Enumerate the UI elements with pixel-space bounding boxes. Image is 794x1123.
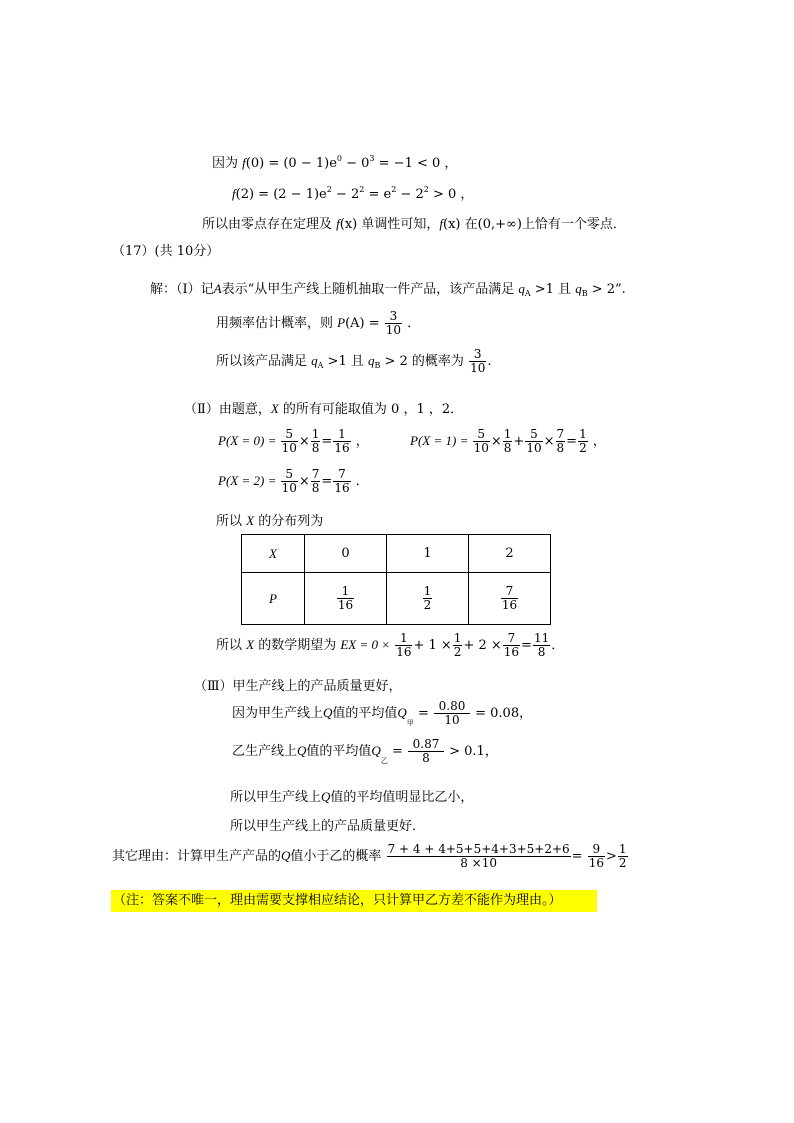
table-cell: 2 xyxy=(469,535,551,573)
part3-conclusion: 所以甲生产线上的产品质量更好． xyxy=(230,819,426,834)
fraction: $\frac{1}{16}$ xyxy=(337,584,354,612)
fraction: $\frac{0.87}{8}$ xyxy=(408,738,444,765)
fraction: $\frac{1}{16}$ xyxy=(334,427,350,455)
fraction: $\frac{1}{2}$ xyxy=(423,584,432,612)
fraction: $\frac{7}{8}$ xyxy=(311,467,320,495)
table-cell: X xyxy=(242,535,305,573)
other-reason: 其它理由：计算甲生产产品的Q值小于乙的概率 $\frac{7 + 4 + 4+5+5+4+3+5+2+6}{8 \times 10}$ = $\frac{9}{16}$ > $\frac{1}{2}$ xyxy=(112,842,627,870)
table-cell: 0 xyxy=(305,535,387,573)
f0-line: 因为 $f(0) = (0 - 1)e^0 - 0^3 = -1 < 0$ ， xyxy=(212,154,458,171)
table-cell: 1 xyxy=(387,535,469,573)
fraction: $\frac{1}{8}$ xyxy=(503,427,512,455)
table-cell: P xyxy=(242,573,305,625)
fraction: $\frac{5}{10}$ xyxy=(526,427,542,455)
table-cell xyxy=(305,573,387,625)
table-cell xyxy=(469,573,551,625)
fraction: $\frac{5}{10}$ xyxy=(473,427,489,455)
fraction: $\frac{1}{2}$ xyxy=(579,427,587,455)
question-17-header: （17）(共 10分） xyxy=(112,244,220,259)
p-x0: P(X = 0) = $\frac{5}{10}$ × $\frac{1}{8}$ = $\frac{1}{16}$ ， xyxy=(218,427,369,455)
distribution-intro: 所以 X 的分布列为 xyxy=(216,513,324,529)
part3-claim: （Ⅲ）甲生产线上的产品质量更好， xyxy=(194,679,402,694)
fraction: $\frac{11}{8}$ xyxy=(533,631,550,659)
fraction: $\frac{7 + 4 + 4+5+5+4+3+5+2+6}{8 \times 10}$ xyxy=(387,842,570,870)
fraction: $\frac{1}{16}$ xyxy=(396,631,412,659)
fraction: $\frac{5}{10}$ xyxy=(281,467,297,495)
part3-mean-jia: 因为甲生产线上Q值的平均值$Q_甲$ = $\frac{0.80}{10}$ = 0.08， xyxy=(232,699,533,727)
zero-point-conclusion: 所以由零点存在定理及 f(x) 单调性可知，f(x) 在(0,+∞)上恰有一个零点． xyxy=(202,216,626,232)
fraction: $\frac{1}{8}$ xyxy=(311,427,320,455)
fraction: $\frac{1}{2}$ xyxy=(453,631,462,659)
fraction: $\frac{0.80}{10}$ xyxy=(434,700,470,727)
part2-intro: （Ⅱ）由题意，X 的所有可能取值为 0 ，1 ，2． xyxy=(184,401,464,417)
fraction: $\frac{5}{10}$ xyxy=(281,427,297,455)
fraction: $\frac{9}{16}$ xyxy=(588,842,604,870)
f2-line: $f(2) = (2 - 1)e^2 - 2^2 = e^2 - 2^2 > 0$ ， xyxy=(232,185,474,202)
fraction: $\frac{7}{16}$ xyxy=(501,584,518,612)
p-x2: P(X = 2) = $\frac{5}{10}$ × $\frac{7}{8}$ = $\frac{7}{16}$ ． xyxy=(218,467,369,495)
table-row xyxy=(242,573,551,625)
part3-mean-yi: 乙生产线上Q值的平均值$Q_乙$ = $\frac{0.87}{8}$ > 0.1， xyxy=(232,737,498,765)
fraction: $\frac{7}{16}$ xyxy=(503,631,520,659)
part1-conclusion: 所以该产品满足 $q_A >1$ 且 $q_B > 2$ 的概率为 $\frac{3}{10}$ . xyxy=(216,347,492,375)
grading-note: （注：答案不唯一，理由需要支撑相应结论，只计算甲乙方差不能作为理由。） xyxy=(113,893,562,908)
fraction: $\frac{1}{2}$ xyxy=(618,842,627,870)
expectation-line: 所以 X 的数学期望为 EX = 0 × $\frac{1}{16}$ + 1 × $\frac{1}{2}$ + 2 × $\frac{7}{16}$ = $\frac{11}{8}$ ． xyxy=(216,631,565,659)
table-row xyxy=(242,535,551,573)
fraction: $\frac{3}{10}$ xyxy=(470,347,486,375)
fraction: $\frac{7}{16}$ xyxy=(334,467,350,495)
distribution-table xyxy=(241,534,551,625)
fraction: $\frac{3}{10}$ xyxy=(385,309,402,337)
part1-estimate: 用频率估计概率，则 P(A) = $\frac{3}{10}$ ． xyxy=(216,309,421,337)
part3-compare: 所以甲生产线上Q值的平均值明显比乙小， xyxy=(230,789,474,805)
part1-definition: 解：（Ⅰ）记A表示“从甲生产线上随机抽取一件产品，该产品满足 $q_A >1$ 且 $q_B > 2$”. xyxy=(150,281,626,298)
p-x1: P(X = 1) = $\frac{5}{10}$ × $\frac{1}{8}$ + $\frac{5}{10}$ × $\frac{7}{8}$ = $\frac{1}{2}$ ， xyxy=(410,427,606,455)
table-cell xyxy=(387,573,469,625)
fraction: $\frac{7}{8}$ xyxy=(556,427,565,455)
